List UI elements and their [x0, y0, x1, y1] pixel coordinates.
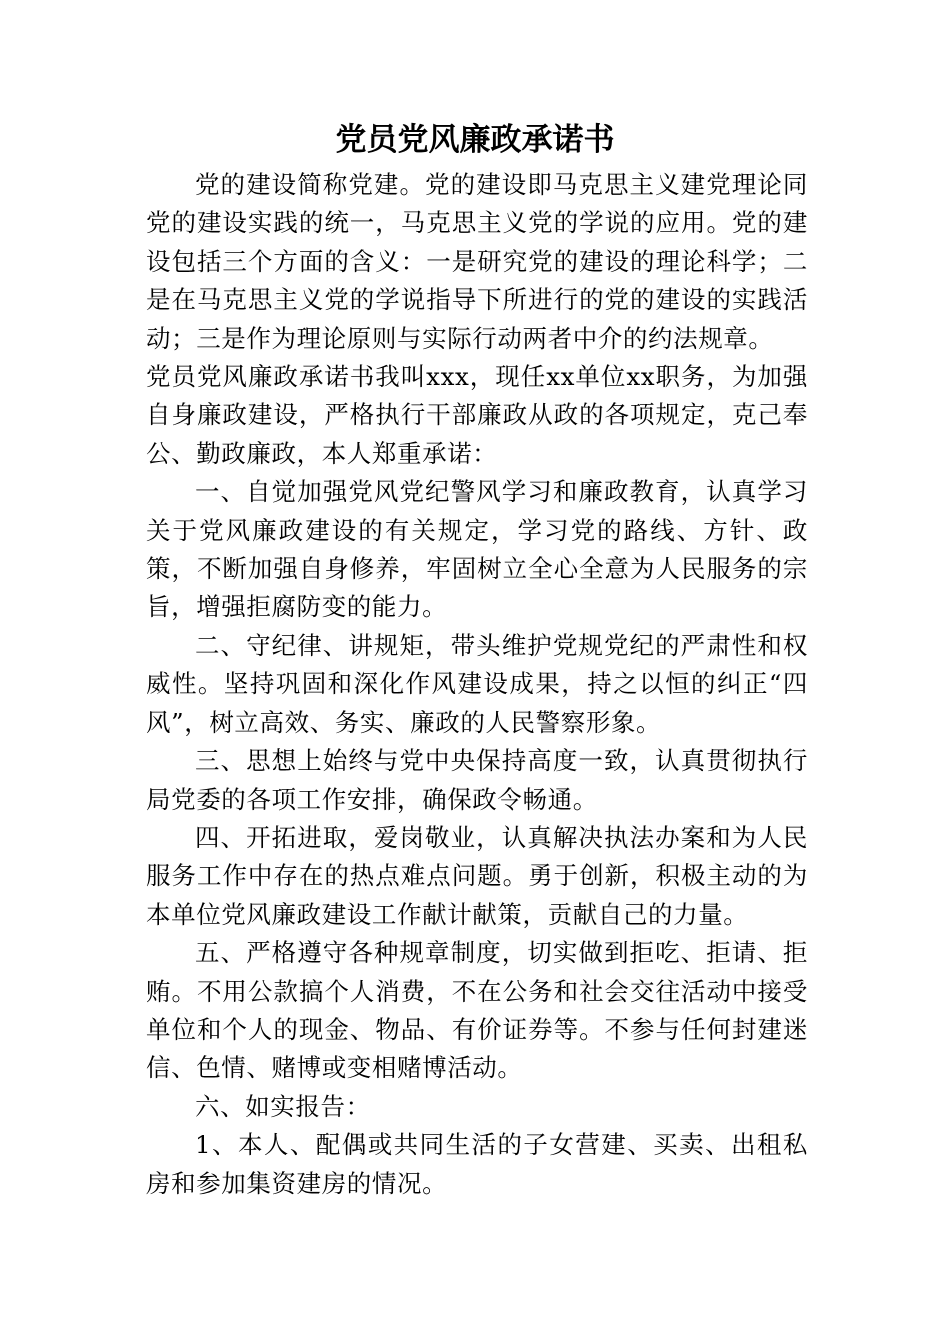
document-title: 党员党风廉政承诺书	[335, 122, 615, 158]
paragraph-report-item-1: 1、本人、配偶或共同生活的子女营建、买卖、出租私房和参加集资建房的情况。	[146, 1130, 808, 1198]
paragraph-party-building-definition: 党的建设简称党建。党的建设即马克思主义建党理论同党的建设实践的统一，马克思主义党的学说的应用。党的建设包括三个方面的含义：一是研究党的建设的理论科学；二是在马克思主义党的学说指导下所进行的党的建设的实践活动；三是作为理论原则与实际行动两者中介的约法规章。	[146, 170, 808, 353]
paragraph-commitment-1: 一、自觉加强党风党纪警风学习和廉政教育，认真学习关于党风廉政建设的有关规定，学习党的路线、方针、政策，不断加强自身修养，牢固树立全心全意为人民服务的宗旨，增强拒腐防变的能力。	[146, 477, 808, 622]
document-body	[146, 166, 808, 1203]
paragraph-commitment-3: 三、思想上始终与党中央保持高度一致，认真贯彻执行局党委的各项工作安排，确保政令畅通。	[146, 746, 808, 814]
paragraph-commitment-6: 六、如实报告：	[195, 1091, 371, 1121]
paragraph-commitment-intro: 党员党风廉政承诺书我叫xxx，现任xx单位xx职务，为加强自身廉政建设，严格执行干部廉政从政的各项规定，克己奉公、勤政廉政，本人郑重承诺：	[146, 362, 808, 468]
paragraph-commitment-4: 四、开拓进取，爱岗敬业，认真解决执法办案和为人民服务工作中存在的热点难点问题。勇于创新，积极主动的为本单位党风廉政建设工作献计献策，贡献自己的力量。	[146, 822, 808, 929]
paragraph-commitment-2: 二、守纪律、讲规矩，带头维护党规党纪的严肃性和权威性。坚持巩固和深化作风建设成果，持之以恒的纠正“四风”，树立高效、务实、廉政的人民警察形象。	[146, 630, 808, 737]
paragraph-commitment-5: 五、严格遵守各种规章制度，切实做到拒吃、拒请、拒贿。不用公款搞个人消费，不在公务和社会交往活动中接受单位和个人的现金、物品、有价证券等。不参与任何封建迷信、色情、赌博或变相赌博活动。	[146, 938, 808, 1083]
